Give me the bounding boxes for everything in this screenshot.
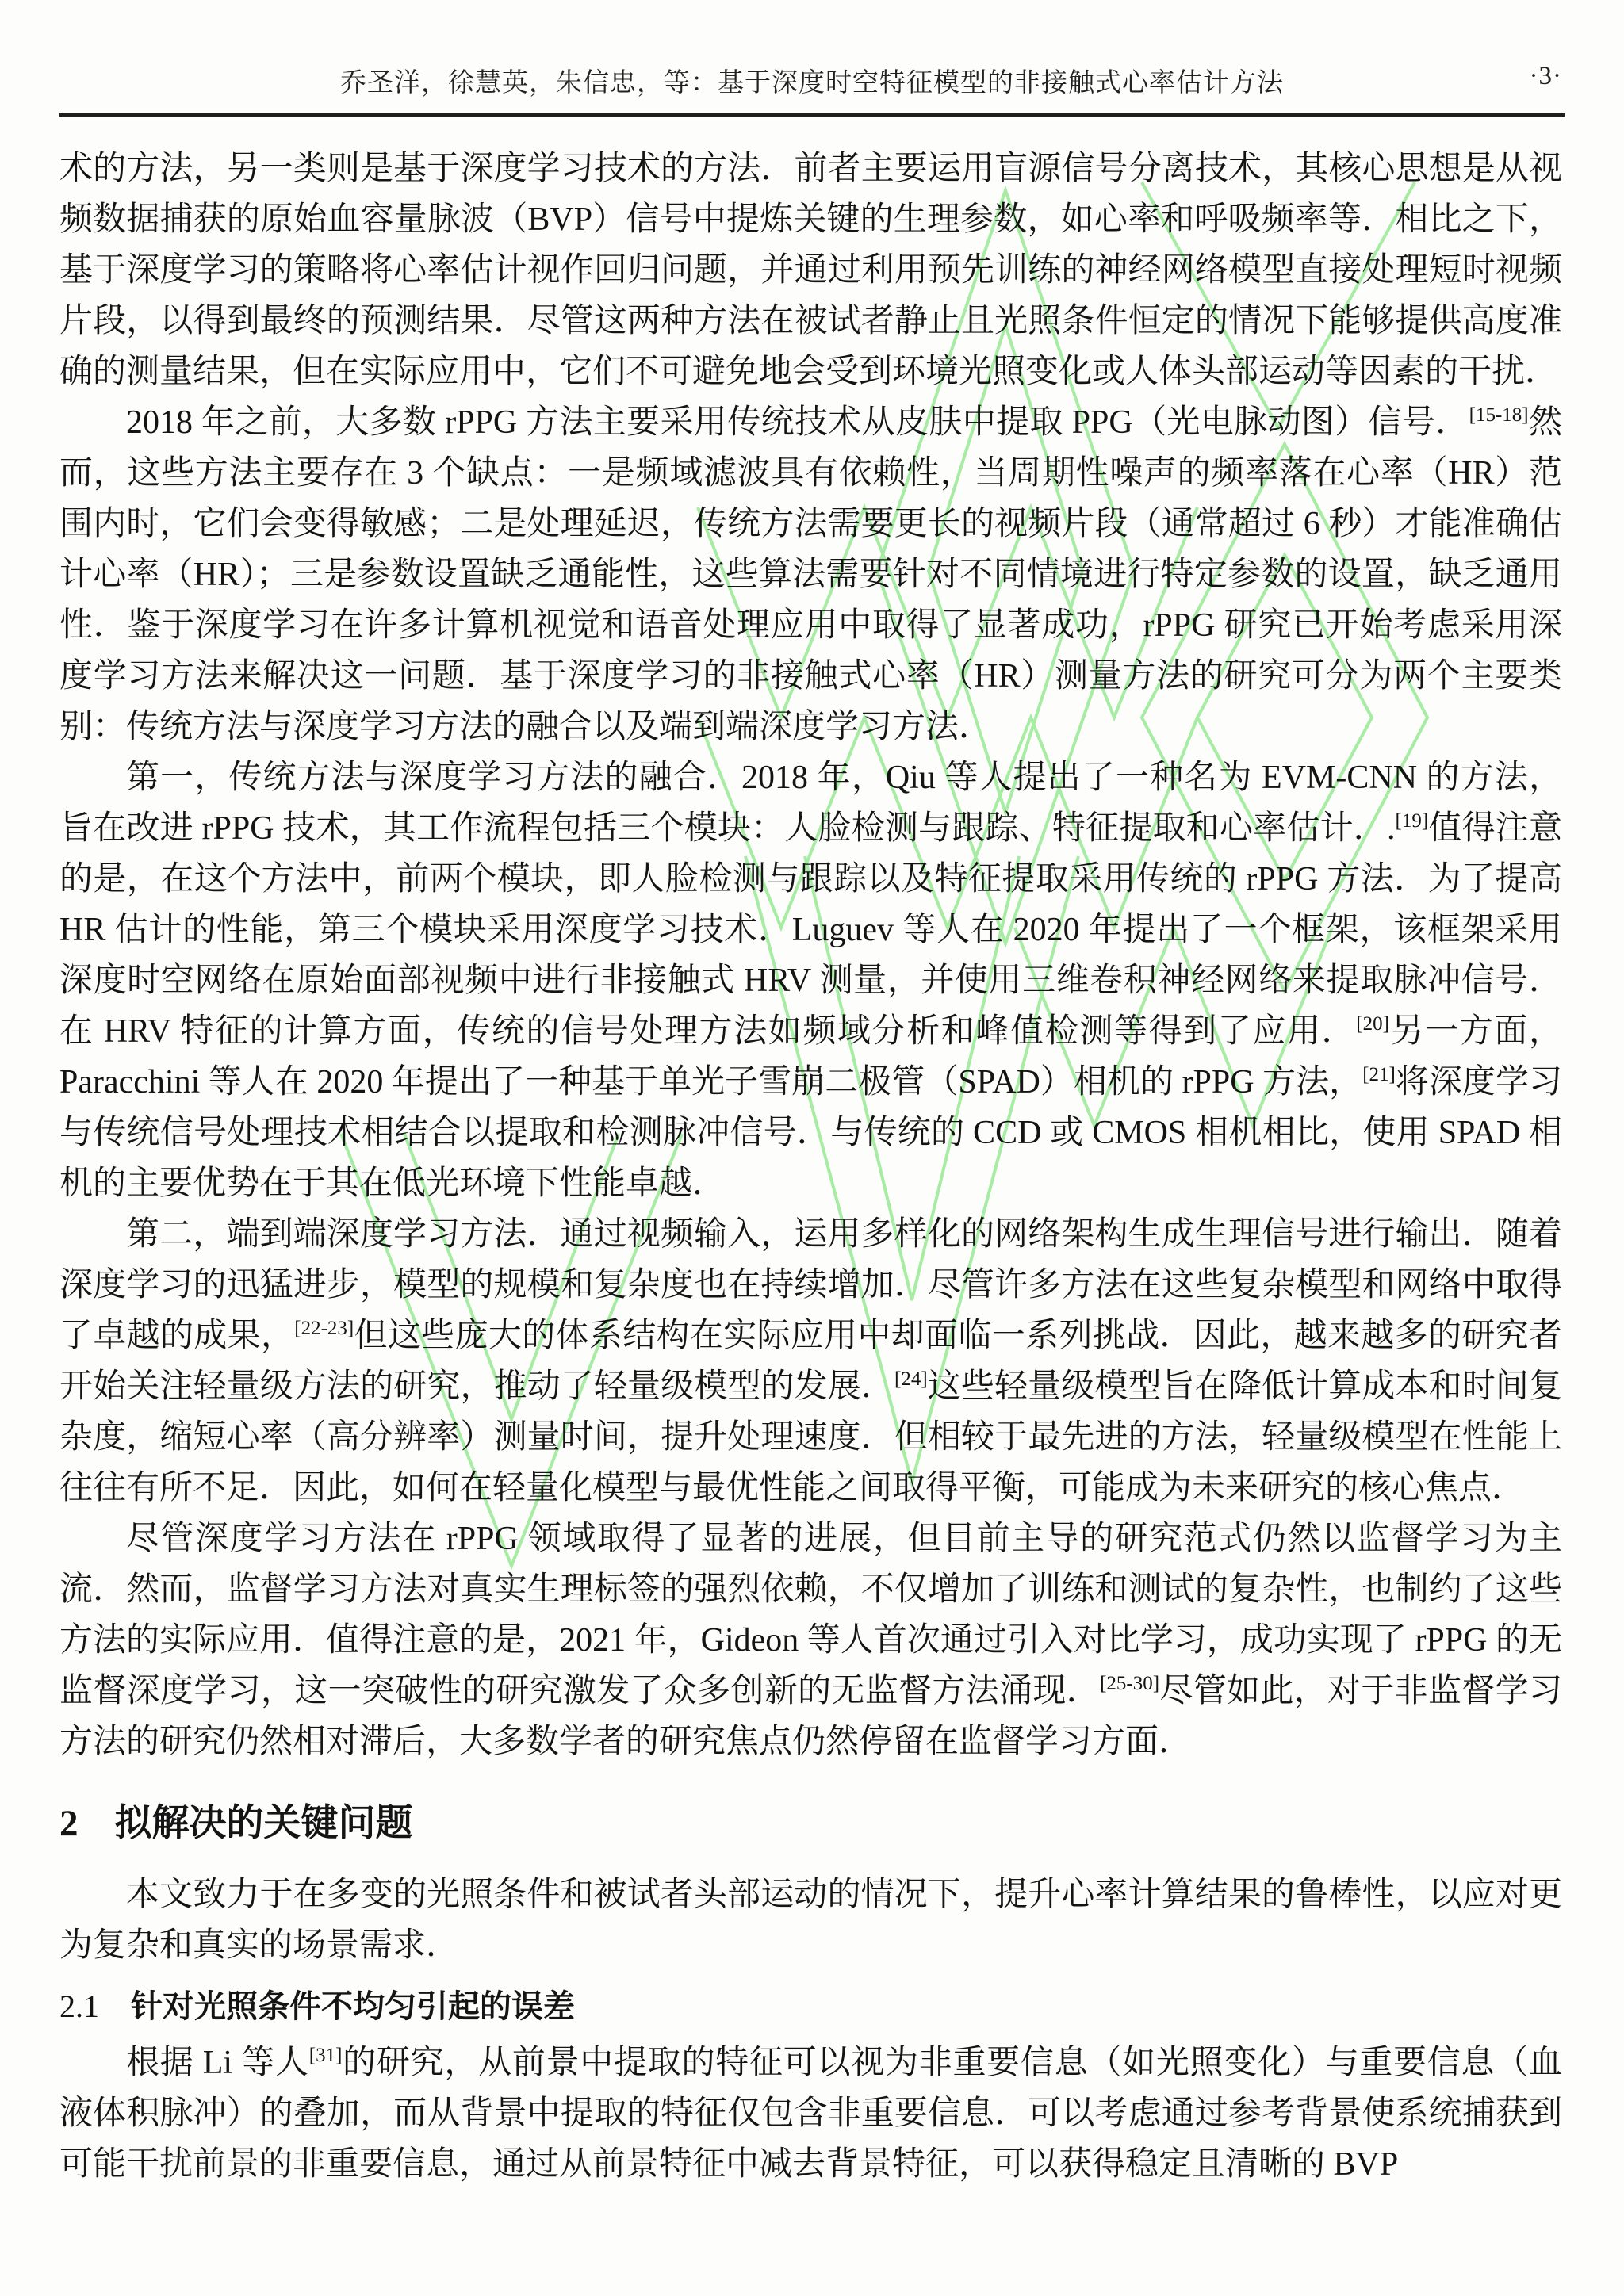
paragraph — [59, 1869, 1562, 1971]
section-title: 拟解决的关键问题 — [114, 1801, 413, 1843]
text-run: 值得注意的是，在这个方法中，前两个模块，即人脸检测与跟踪以及特征提取采用传统的 rPPG 方法．为了提高 HR 估计的性能，第三个模块采用深度学习技术．Luguev 等人在 2020 年提出了一个框架，该框架采用深度时空网络在原始面部视频中进行非接触式 HRV 测量，并使用三维卷积神经网络来提取脉冲信号．在 HRV 特征的计算方面，传统的信号处理方法如频域分析和峰值检测等得到了应用． — [59, 810, 1562, 1050]
text-run: 2018 年之前，大多数 rPPG 方法主要采用传统技术从皮肤中提取 PPG（光电脉动图）信号． — [126, 404, 1469, 441]
text-run: 但这些庞大的体系结构在实际应用中却面临一系列挑战．因此，越来越多的研究者开始关注轻量级方法的研究，推动了轻量级模型的发展． — [59, 1318, 1562, 1405]
subsection-number: 2.1 — [59, 1988, 99, 2024]
citation-ref: [15-18] — [1469, 404, 1529, 426]
citation-ref: [21] — [1362, 1064, 1396, 1085]
paragraph — [59, 752, 1562, 1209]
page-number: ·3· — [1529, 62, 1562, 90]
text-run: 然而，这些方法主要存在 3 个缺点：一是频域滤波具有依赖性，当周期性噪声的频率落在心率（HR）范围内时，它们会变得敏感；二是处理延迟，传统方法需要更长的视频片段（通常超过 6 秒）才能准确估计心率（HR）；三是参数设置缺乏通能性，这些算法需要针对不同情境进行特定参数的设置，缺乏通用性．鉴于深度学习在许多计算机视觉和语音处理应用中取得了显著成功，rPPG 研究已开始考虑采用深度学习方法来解决这一问题．基于深度学习的非接触式心率（HR）测量方法的研究可分为两个主要类别：传统方法与深度学习方法的融合以及端到端深度学习方法． — [59, 404, 1562, 745]
paragraph — [59, 1513, 1562, 1767]
text-run: 根据 Li 等人 — [126, 2045, 309, 2081]
text-run: 尽管如此，对于非监督学习方法的研究仍然相对滞后，大多数学者的研究焦点仍然停留在监督学习方面． — [59, 1673, 1562, 1760]
text-run: 的研究，从前景中提取的特征可以视为非重要信息（如光照变化）与重要信息（血液体积脉冲）的叠加，而从背景中提取的特征仅包含非重要信息．可以考虑通过参考背景使系统捕获到可能干扰前景的非重要信息，通过从前景特征中减去背景特征，可以获得稳定且清晰的 BVP — [59, 2045, 1562, 2183]
paragraph — [59, 397, 1562, 752]
citation-ref: [24] — [894, 1368, 928, 1390]
running-header — [0, 0, 1624, 101]
citation-ref: [22-23] — [294, 1318, 354, 1339]
text-run: 这些轻量级模型旨在降低计算成本和时间复杂度，缩短心率（高分辨率）测量时间，提升处理速度．但相较于最先进的方法，轻量级模型在性能上往往有所不足．因此，如何在轻量化模型与最优性能之间取得平衡，可能成为未来研究的核心焦点． — [59, 1368, 1562, 1506]
paragraph — [59, 2038, 1562, 2190]
running-header-title: 乔圣洋，徐慧英，朱信忠，等：基于深度时空特征模型的非接触式心率估计方法 — [340, 69, 1284, 98]
paragraph — [59, 144, 1562, 397]
text-run: 另一方面，Paracchini 等人在 2020 年提出了一种基于单光子雪崩二极管（SPAD）相机的 rPPG 方法， — [59, 1013, 1562, 1100]
citation-ref: [19] — [1395, 810, 1429, 832]
text-run: 第二，端到端深度学习方法．通过视频输入，运用多样化的网络架构生成生理信号进行输出．随着深度学习的迅猛进步，模型的规模和复杂度也在持续增加．尽管许多方法在这些复杂模型和网络中取得了卓越的成果， — [59, 1216, 1562, 1354]
citation-ref: [20] — [1356, 1013, 1389, 1035]
text-run: 第一，传统方法与深度学习方法的融合．2018 年，Qiu 等人提出了一种名为 EVM-CNN 的方法，旨在改进 rPPG 技术，其工作流程包括三个模块：人脸检测与跟踪、特征提取和心率估计．. — [59, 760, 1562, 847]
subsection-title: 针对光照条件不均匀引起的误差 — [131, 1989, 575, 2024]
citation-ref: [31] — [308, 2045, 343, 2066]
section-heading — [59, 1799, 1562, 1847]
text-run: 将深度学习与传统信号处理技术相结合以提取和检测脉冲信号．与传统的 CCD 或 CMOS 相机相比，使用 SPAD 相机的主要优势在于其在低光环境下性能卓越． — [59, 1064, 1562, 1202]
citation-ref: [25-30] — [1100, 1673, 1160, 1694]
text-run: 本文致力于在多变的光照条件和被试者头部运动的情况下，提升心率计算结果的鲁棒性，以应对更为复杂和真实的场景需求． — [59, 1877, 1562, 1964]
text-run: 尽管深度学习方法在 rPPG 领域取得了显著的进展，但目前主导的研究范式仍然以监督学习为主流．然而，监督学习方法对真实生理标签的强烈依赖，不仅增加了训练和测试的复杂性，也制约了这些方法的实际应用．值得注意的是，2021 年，Gideon 等人首次通过引入对比学习，成功实现了 rPPG 的无监督深度学习，这一突破性的研究激发了众多创新的无监督方法涌现． — [59, 1521, 1562, 1709]
subsection-heading — [59, 1984, 1562, 2030]
paragraph — [59, 1209, 1562, 1513]
section-number: 2 — [59, 1803, 79, 1844]
header-rule — [59, 113, 1565, 117]
text-run: 术的方法，另一类则是基于深度学习技术的方法．前者主要运用盲源信号分离技术，其核心思想是从视频数据捕获的原始血容量脉波（BVP）信号中提炼关键的生理参数，如心率和呼吸频率等．相比之下，基于深度学习的策略将心率估计视作回归问题，并通过利用预先训练的神经网络模型直接处理短时视频片段，以得到最终的预测结果．尽管这两种方法在被试者静止且光照条件恒定的情况下能够提供高度准确的测量结果，但在实际应用中，它们不可避免地会受到环境光照变化或人体头部运动等因素的干扰． — [59, 151, 1562, 390]
article-body — [59, 144, 1562, 2190]
